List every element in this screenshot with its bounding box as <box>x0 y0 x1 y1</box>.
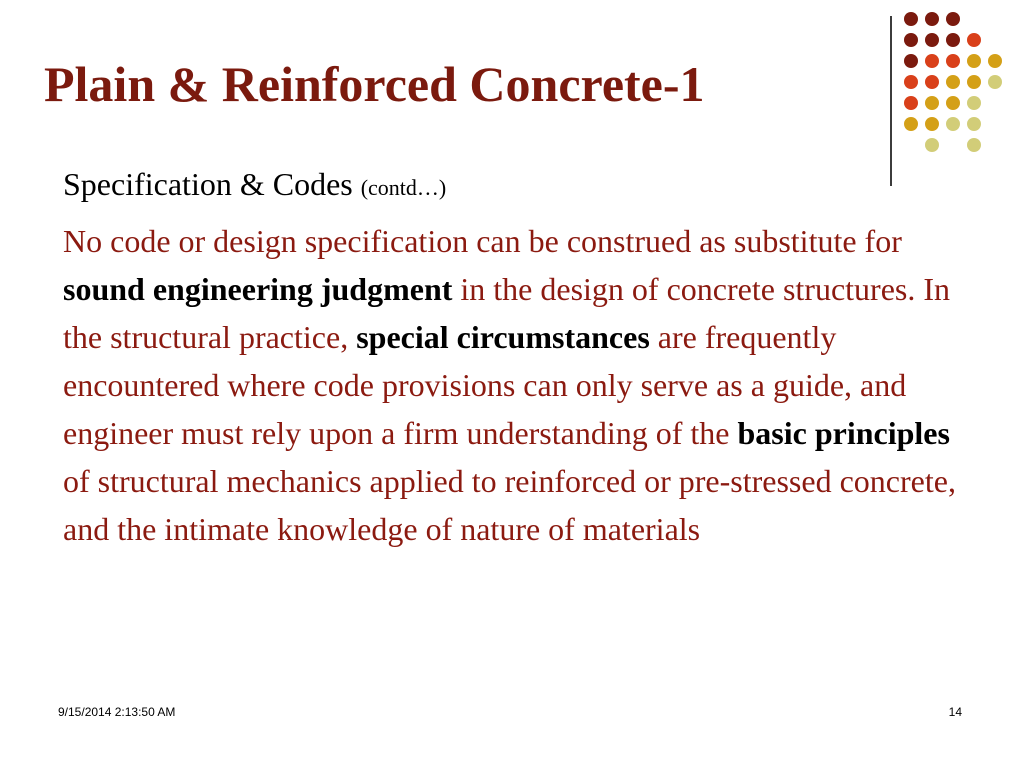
decorative-dot <box>967 96 981 110</box>
decorative-dot <box>946 12 960 26</box>
decorative-dot <box>925 96 939 110</box>
body-text-part-2: in the design of concrete structures. In the structural practice, <box>63 271 950 355</box>
slide-subtitle <box>63 163 446 209</box>
decorative-dot <box>967 33 981 47</box>
emphasis-special-circumstances: special circumstances <box>356 319 650 355</box>
decorative-dot <box>988 75 1002 89</box>
decorative-dot <box>967 75 981 89</box>
decorative-dot <box>946 54 960 68</box>
slide-title: Plain & Reinforced Concrete-1 <box>44 56 705 112</box>
decorative-dot <box>925 33 939 47</box>
decorative-dot <box>925 138 939 152</box>
emphasis-basic-principles: basic principles <box>737 415 950 451</box>
decorative-dot <box>925 54 939 68</box>
footer-date: 9/15/2014 2:13:50 AM <box>58 705 176 719</box>
title-divider <box>890 16 892 186</box>
decorative-dot-grid <box>904 12 1014 167</box>
body-text-part-1: No code or design specification can be construed as substitute for <box>63 223 902 259</box>
slide-number: 14 <box>948 705 962 719</box>
body-paragraph <box>63 217 975 553</box>
decorative-dot <box>904 54 918 68</box>
decorative-dot <box>925 117 939 131</box>
decorative-dot <box>967 138 981 152</box>
decorative-dot <box>946 33 960 47</box>
decorative-dot <box>904 75 918 89</box>
decorative-dot <box>946 75 960 89</box>
decorative-dot <box>988 54 1002 68</box>
subtitle-note: (contd…) <box>360 175 447 200</box>
decorative-dot <box>925 75 939 89</box>
decorative-dot <box>946 117 960 131</box>
emphasis-sound-engineering-judgment: sound engineering judgment <box>63 271 453 307</box>
decorative-dot <box>925 12 939 26</box>
decorative-dot <box>904 96 918 110</box>
decorative-dot <box>904 33 918 47</box>
decorative-dot <box>904 12 918 26</box>
body-text-part-4: of structural mechanics applied to reinforced or pre-stressed concrete, and the intimate knowledge of nature of materials <box>63 463 956 547</box>
decorative-dot <box>904 117 918 131</box>
subtitle-text: Specification & Codes <box>63 166 353 202</box>
body-text-part-3: are frequently encountered where code provisions can only serve as a guide, and engineer must rely upon a firm understanding of the <box>63 319 907 451</box>
decorative-dot <box>967 117 981 131</box>
decorative-dot <box>946 96 960 110</box>
decorative-dot <box>967 54 981 68</box>
